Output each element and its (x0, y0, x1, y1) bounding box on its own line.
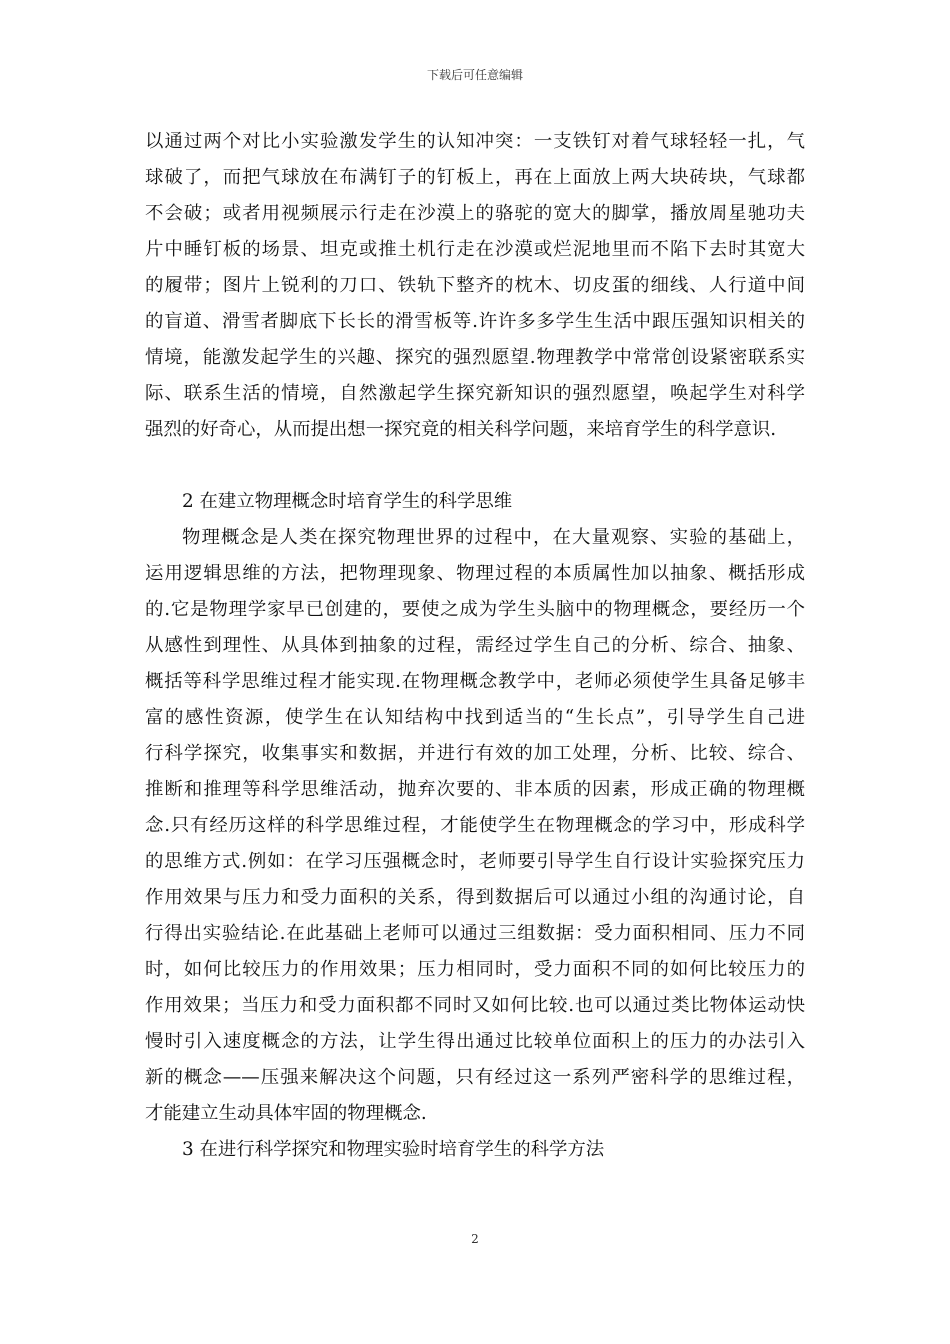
text-line: 际、联系生活的情境，自然激起学生探究新知识的强烈愿望，唤起学生对科学 (145, 383, 805, 404)
section-3 (145, 1132, 805, 1168)
text-line: 行科学探究，收集事实和数据，并进行有效的加工处理，分析、比较、综合、 (145, 743, 805, 764)
text-line: 情境，能激发起学生的兴趣、探究的强烈愿望.物理教学中常常创设紧密联系实 (145, 347, 805, 368)
text-line: 的.它是物理学家早已创建的，要使之成为学生头脑中的物理概念，要经历一个 (145, 599, 805, 620)
text-line: 强烈的好奇心，从而提出想一探究竟的相关科学问题，来培育学生的科学意识. (145, 419, 777, 440)
text-line: 念.只有经历这样的科学思维过程，才能使学生在物理概念的学习中，形成科学 (145, 815, 805, 836)
page-header: 下载后可任意编辑 (426, 68, 523, 82)
paragraph-spacer (145, 448, 805, 484)
text-line: 运用逻辑思维的方法，把物理现象、物理过程的本质属性加以抽象、概括形成 (145, 563, 805, 584)
text-line: 球破了，而把气球放在布满钉子的钉板上，再在上面放上两大块砖块，气球都 (145, 167, 805, 188)
text-line: 富的感性资源，使学生在认知结构中找到适当的“生长点”，引导学生自己进 (145, 707, 805, 728)
section-2 (145, 484, 805, 1132)
text-line: 推断和推理等科学思维活动，抛弃次要的、非本质的因素，形成正确的物理概 (145, 779, 805, 800)
text-line: 的思维方式.例如：在学习压强概念时，老师要引导学生自行设计实验探究压力 (145, 851, 805, 872)
section-heading: 3 在进行科学探究和物理实验时培育学生的科学方法 (182, 1139, 605, 1160)
text-line: 新的概念——压强来解决这个问题，只有经过这一系列严密科学的思维过程， (145, 1067, 805, 1088)
text-line: 概括等科学思维过程才能实现.在物理概念教学中，老师必须使学生具备足够丰 (145, 671, 805, 692)
text-line: 的盲道、滑雪者脚底下长长的滑雪板等.许许多多学生生活中跟压强知识相关的 (145, 311, 805, 332)
text-line: 物理概念是人类在探究物理世界的过程中，在大量观察、实验的基础上， (182, 527, 805, 548)
text-line: 不会破；或者用视频展示行走在沙漠上的骆驼的宽大的脚掌，播放周星驰功夫 (145, 203, 805, 224)
text-line: 才能建立生动具体牢固的物理概念. (145, 1103, 427, 1124)
section-heading: 2 在建立物理概念时培育学生的科学思维 (182, 491, 513, 512)
text-line: 的履带；图片上锐利的刀口、铁轨下整齐的枕木、切皮蛋的细线、人行道中间 (145, 275, 805, 296)
text-line: 作用效果与压力和受力面积的关系，得到数据后可以通过小组的沟通讨论，自 (145, 887, 805, 908)
document-body (145, 124, 805, 1168)
text-line: 从感性到理性、从具体到抽象的过程，需经过学生自己的分析、综合、抽象、 (145, 635, 805, 656)
text-line: 作用效果；当压力和受力面积都不同时又如何比较.也可以通过类比物体运动快 (145, 995, 805, 1016)
text-line: 时，如何比较压力的作用效果；压力相同时，受力面积不同的如何比较压力的 (145, 959, 805, 980)
paragraph-1 (145, 124, 805, 448)
text-line: 行得出实验结论.在此基础上老师可以通过三组数据：受力面积相同、压力不同 (145, 923, 805, 944)
text-line: 慢时引入速度概念的方法，让学生得出通过比较单位面积上的压力的办法引入 (145, 1031, 805, 1052)
text-line: 片中睡钉板的场景、坦克或推土机行走在沙漠或烂泥地里而不陷下去时其宽大 (145, 239, 805, 260)
page-number: 2 (471, 1232, 479, 1246)
text-line: 以通过两个对比小实验激发学生的认知冲突：一支铁钉对着气球轻轻一扎，气 (145, 131, 805, 152)
